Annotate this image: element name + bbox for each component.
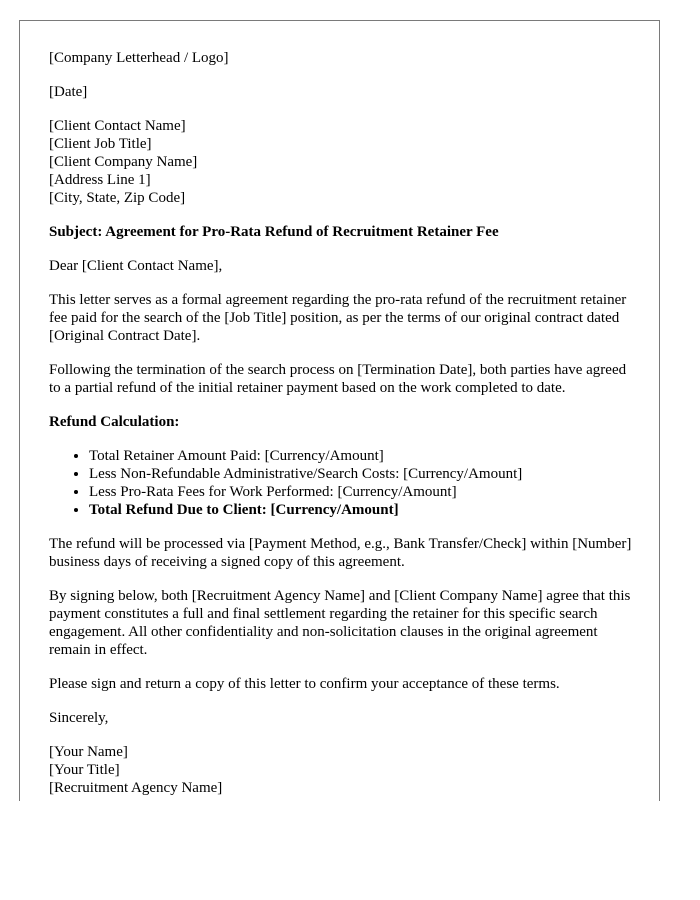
recipient-name: [Client Contact Name] [49, 118, 186, 134]
body-paragraph-processing: The refund will be processed via [Payment Method, e.g., Bank Transfer/Check] within [Number] business days of receiving a signed copy of this agreement. [49, 536, 632, 570]
subject-line: Subject: Agreement for Pro-Rata Refund of Recruitment Retainer Fee [49, 224, 499, 240]
body-paragraph-instruction: Please sign and return a copy of this letter to confirm your acceptance of these terms. [49, 676, 560, 692]
letter-body [49, 49, 639, 801]
signature-block [49, 743, 639, 797]
closing: Sincerely, [49, 710, 109, 726]
recipient-city-state-zip: [City, State, Zip Code] [49, 190, 186, 206]
list-item: • Total Retainer Amount Paid: [Currency/Amount] [89, 447, 639, 465]
list-item: • Less Non-Refundable Administrative/Search Costs: [Currency/Amount] [89, 465, 639, 483]
recipient-address-block [49, 117, 639, 207]
refund-calculation-list [49, 447, 639, 519]
list-item-total-refund: • Total Refund Due to Client: [Currency/Amount] [89, 501, 639, 519]
signer-title: [Your Title] [49, 762, 120, 778]
refund-calculation-heading: Refund Calculation: [49, 414, 180, 430]
body-paragraph-settlement: By signing below, both [Recruitment Agency Name] and [Client Company Name] agree that this payment constitutes a full and final settlement regarding the retainer for this specific search engagement. All other confidentiality and non-solicitation clauses in the original agreement remain in effect. [49, 588, 631, 658]
salutation: Dear [Client Contact Name], [49, 258, 223, 274]
recipient-job-title: [Client Job Title] [49, 136, 152, 152]
letter-date: [Date] [49, 84, 88, 100]
letter-page [19, 20, 660, 801]
body-paragraph-agreement: This letter serves as a formal agreement regarding the pro-rata refund of the recruitment retainer fee paid for the search of the [Job Title] position, as per the terms of our original contract dated [Original Contract Date]. [49, 292, 627, 344]
recipient-company: [Client Company Name] [49, 154, 198, 170]
list-item: • Less Pro-Rata Fees for Work Performed: [Currency/Amount] [89, 483, 639, 501]
signer-name: [Your Name] [49, 744, 128, 760]
recipient-address-line: [Address Line 1] [49, 172, 151, 188]
signer-agency: [Recruitment Agency Name] [49, 780, 223, 796]
body-paragraph-termination: Following the termination of the search process on [Termination Date], both parties have agreed to a partial refund of the initial retainer payment based on the work completed to date. [49, 362, 627, 396]
letterhead: [Company Letterhead / Logo] [49, 50, 229, 66]
